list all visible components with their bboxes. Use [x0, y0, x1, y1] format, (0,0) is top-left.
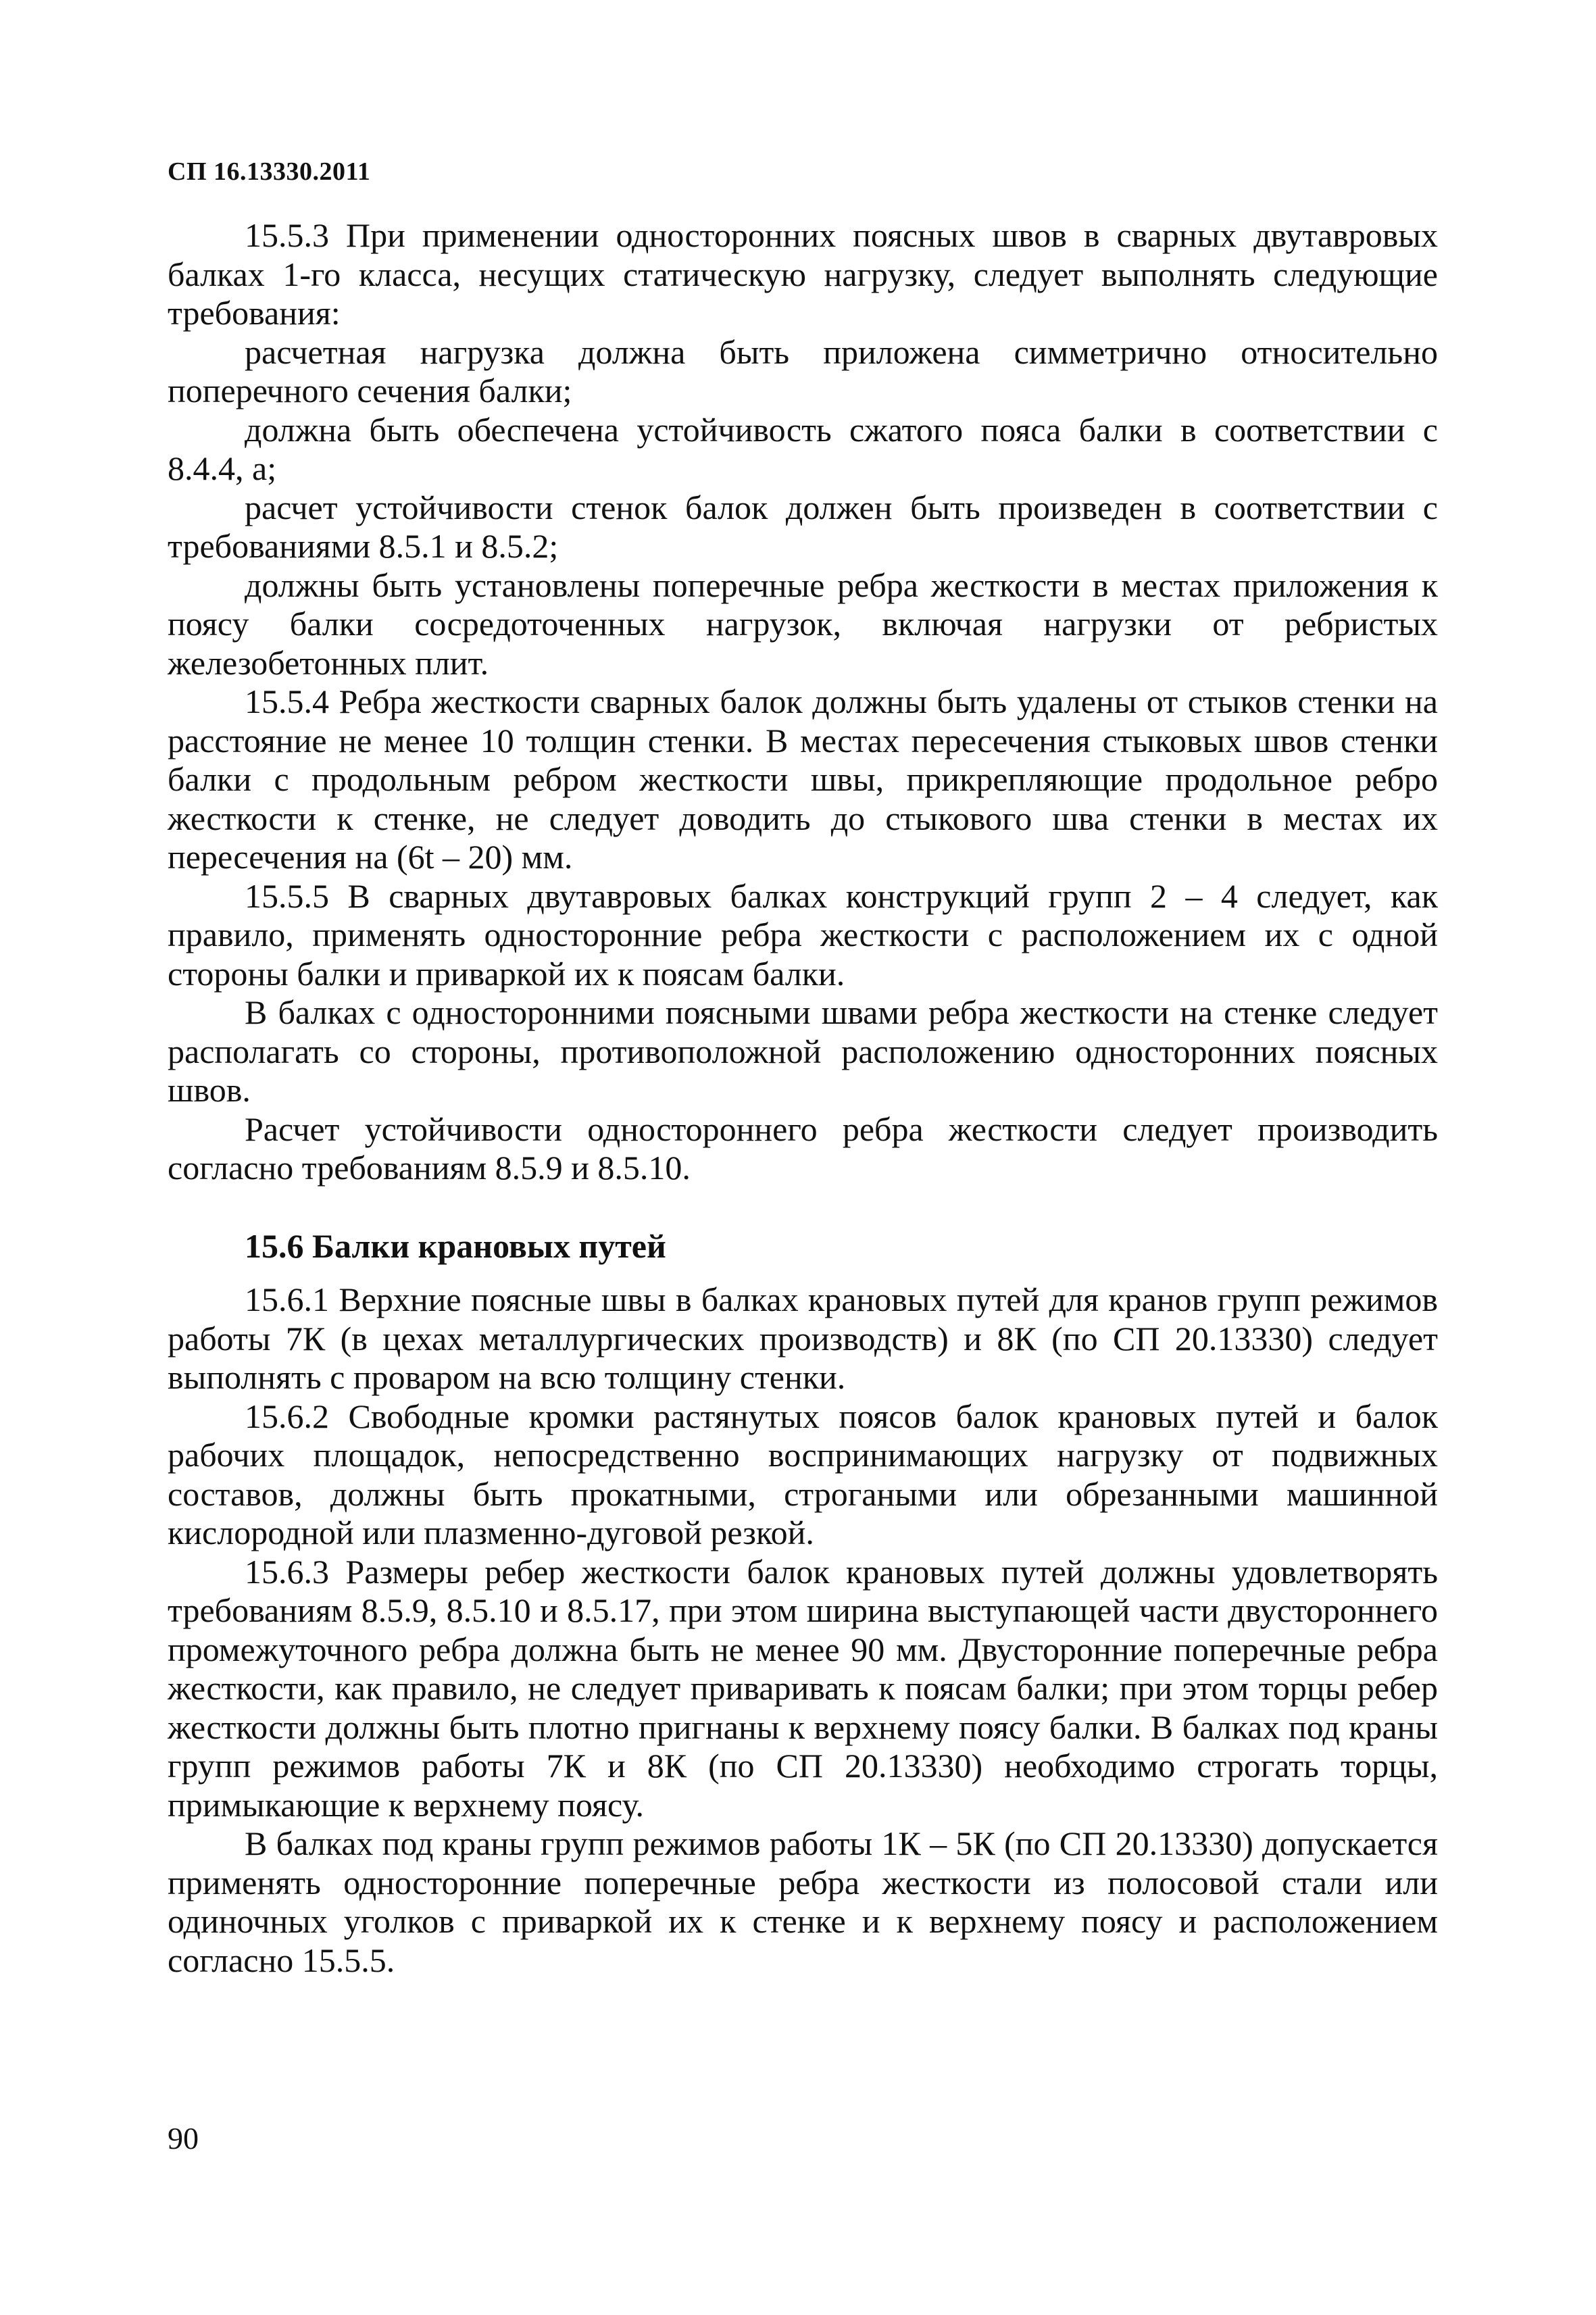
document-body: [168, 216, 1438, 1980]
paragraph-15-6-3-light-cranes: В балках под краны групп режимов работы 1К – 5К (по СП 20.13330) допускается применять односторонние поперечные ребра жесткости из полосовой стали или одиночных уголков с приваркой их к стенке и к верхнему поясу и расположением согласно 15.5.5.: [168, 1824, 1438, 1979]
document-code-header: СП 16.13330.2011: [168, 157, 371, 186]
requirement-web-stability: расчет устойчивости стенок балок должен быть произведен в соответствии с требованиями 8.5.1 и 8.5.2;: [168, 488, 1438, 565]
paragraph-15-6-2: 15.6.2 Свободные кромки растянутых поясов балок крановых путей и балок рабочих площадок, непосредственно воспринимающих нагрузку от подвижных составов, должны быть прокатными, строгаными или обрезанными машинной кислородной или плазменно-дуговой резкой.: [168, 1397, 1438, 1551]
paragraph-15-5-5-rib-stability: Расчет устойчивости одностороннего ребра жесткости следует производить согласно требованиям 8.5.9 и 8.5.10.: [168, 1110, 1438, 1187]
paragraph-15-5-4: 15.5.4 Ребра жесткости сварных балок должны быть удалены от стыков стенки на расстояние не менее 10 толщин стенки. В местах пересечения стыковых швов стенки балки с продольным ребром жесткости швы, прикрепляющие продольное ребро жесткости к стенке, не следует доводить до стыкового шва стенки в местах их пересечения на (6t – 20) мм.: [168, 682, 1438, 876]
requirement-load-symmetric: расчетная нагрузка должна быть приложена симметрично относительно поперечного сечения балки;: [168, 332, 1438, 409]
paragraph-15-5-3: 15.5.3 При применении односторонних поясных швов в сварных двутавровых балках 1-го класса, несущих статическую нагрузку, следует выполнять следующие требования:: [168, 216, 1438, 332]
requirement-flange-stability: должна быть обеспечена устойчивость сжатого пояса балки в соответствии с 8.4.4, а;: [168, 410, 1438, 487]
requirement-transverse-ribs: должны быть установлены поперечные ребра жесткости в местах приложения к поясу балки сосредоточенных нагрузок, включая нагрузки от ребристых железобетонных плит.: [168, 566, 1438, 682]
paragraph-15-6-1: 15.6.1 Верхние поясные швы в балках крановых путей для кранов групп режимов работы 7К (в цехах металлургических производств) и 8К (по СП 20.13330) следует выполнять с проваром на всю толщину стенки.: [168, 1280, 1438, 1396]
paragraph-15-5-5: 15.5.5 В сварных двутавровых балках конструкций групп 2 – 4 следует, как правило, применять односторонние ребра жесткости с расположением их с одной стороны балки и приваркой их к поясам балки.: [168, 876, 1438, 993]
page-number: 90: [168, 2121, 199, 2156]
section-heading-15-6: 15.6 Балки крановых путей: [245, 1226, 666, 1265]
paragraph-15-5-5-one-sided-welds: В балках с односторонними поясными швами ребра жесткости на стенке следует располагать со стороны, противоположной расположению односторонних поясных швов.: [168, 993, 1438, 1109]
paragraph-15-6-3: 15.6.3 Размеры ребер жесткости балок крановых путей должны удовлетворять требованиям 8.5.9, 8.5.10 и 8.5.17, при этом ширина выступающей части двустороннего промежуточного ребра должна быть не менее 90 мм. Двусторонние поперечные ребра жесткости, как правило, не следует приваривать к поясам балки; при этом торцы ребер жесткости должны быть плотно пригнаны к верхнему поясу балки. В балках под краны групп режимов работы 7К и 8К (по СП 20.13330) необходимо строгать торцы, примыкающие к верхнему поясу.: [168, 1552, 1438, 1824]
